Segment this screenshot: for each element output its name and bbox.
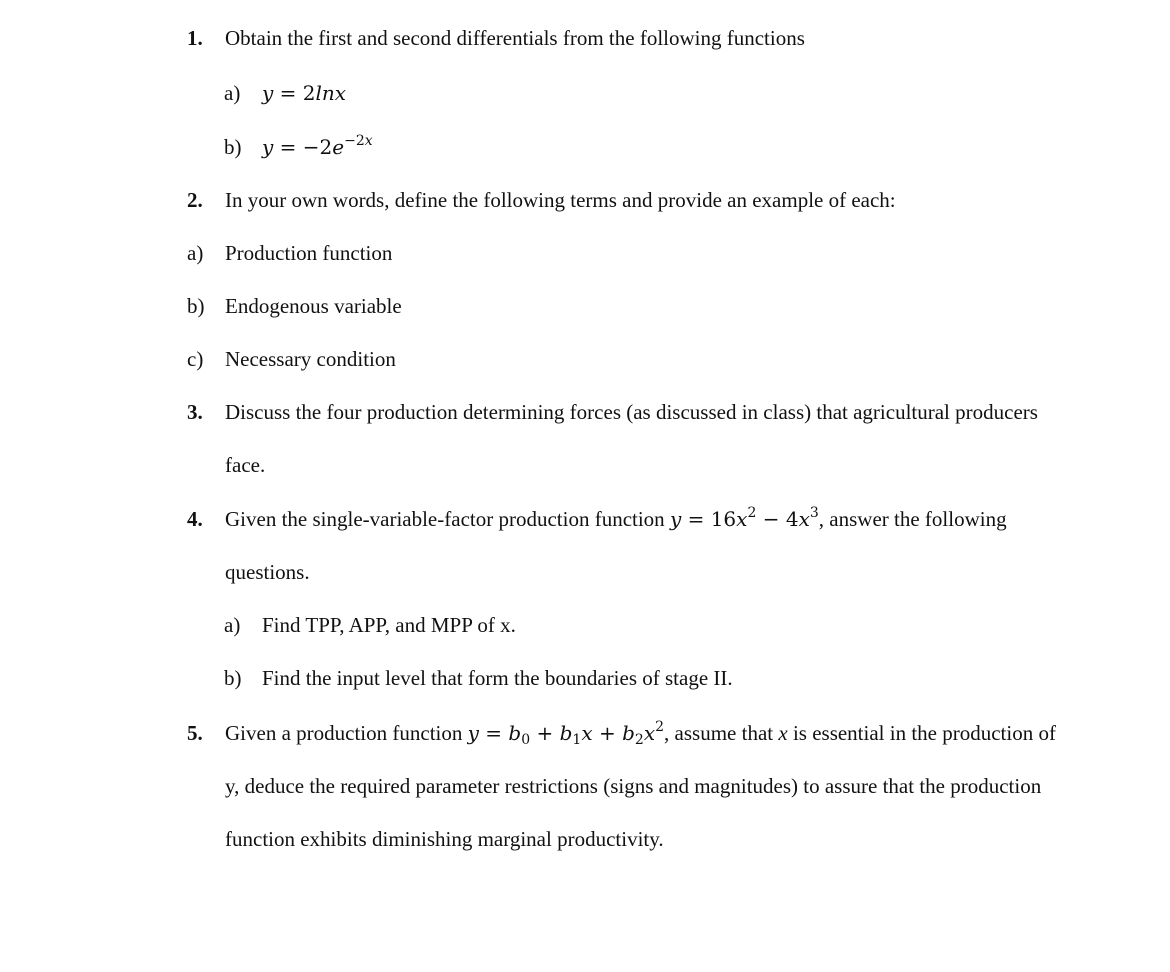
question-2-part-c bbox=[187, 346, 396, 372]
part-label: a) bbox=[224, 613, 241, 637]
part-text: Necessary condition bbox=[225, 347, 396, 371]
part-label: c) bbox=[187, 347, 204, 371]
question-3-continuation: face. bbox=[225, 453, 266, 477]
question-text: In your own words, define the following terms and provide an example of each: bbox=[225, 188, 896, 212]
part-label: b) bbox=[224, 135, 242, 159]
question-4-part-b bbox=[224, 665, 733, 691]
part-text: Find TPP, APP, and MPP of x. bbox=[262, 613, 516, 637]
question-text: Obtain the first and second differentials from the following functions bbox=[225, 26, 805, 50]
question-1-part-b bbox=[224, 133, 373, 160]
question-1-part-a bbox=[224, 80, 347, 106]
question-4-continuation: questions. bbox=[225, 560, 310, 584]
part-text: Endogenous variable bbox=[225, 294, 402, 318]
question-number: 4. bbox=[187, 507, 203, 531]
question-5-continuation-2: function exhibits diminishing marginal productivity. bbox=[225, 827, 664, 851]
equation: $y = -2e^{-2x}$ bbox=[262, 133, 373, 159]
text-after: , assume that bbox=[664, 721, 774, 745]
text-before: Given a production function bbox=[225, 721, 463, 745]
part-label: a) bbox=[187, 241, 204, 265]
equation: $y = 16x^2 - 4x^3$ bbox=[669, 505, 819, 531]
part-text: Find the input level that form the boundaries of stage II. bbox=[262, 666, 733, 690]
part-label: a) bbox=[224, 81, 241, 105]
text-before: Given the single-variable-factor production function bbox=[225, 507, 665, 531]
question-5-continuation-1: y, deduce the required parameter restrictions (signs and magnitudes) to assure that the production bbox=[225, 774, 1042, 798]
question-number: 3. bbox=[187, 400, 203, 424]
part-label: b) bbox=[187, 294, 205, 318]
variable-x: x bbox=[778, 721, 788, 745]
question-2-part-a bbox=[187, 240, 393, 266]
question-number: 5. bbox=[187, 721, 203, 745]
text-after-2: is essential in the production of bbox=[792, 721, 1056, 745]
part-text: Production function bbox=[225, 241, 393, 265]
equation: $y = b_0 + b_1x + b_2x^2$ bbox=[467, 719, 665, 748]
question-4-part-a bbox=[224, 612, 516, 638]
part-label: b) bbox=[224, 666, 242, 690]
question-text bbox=[225, 720, 1056, 746]
question-number: 1. bbox=[187, 26, 203, 50]
equation: y = 2lnx bbox=[262, 81, 347, 105]
text-after: , answer the following bbox=[818, 507, 1007, 531]
question-number: 2. bbox=[187, 188, 203, 212]
question-2-part-b bbox=[187, 293, 402, 319]
question-text bbox=[225, 506, 1007, 532]
question-text: Discuss the four production determining forces (as discussed in class) that agricultural producers bbox=[225, 400, 1038, 424]
